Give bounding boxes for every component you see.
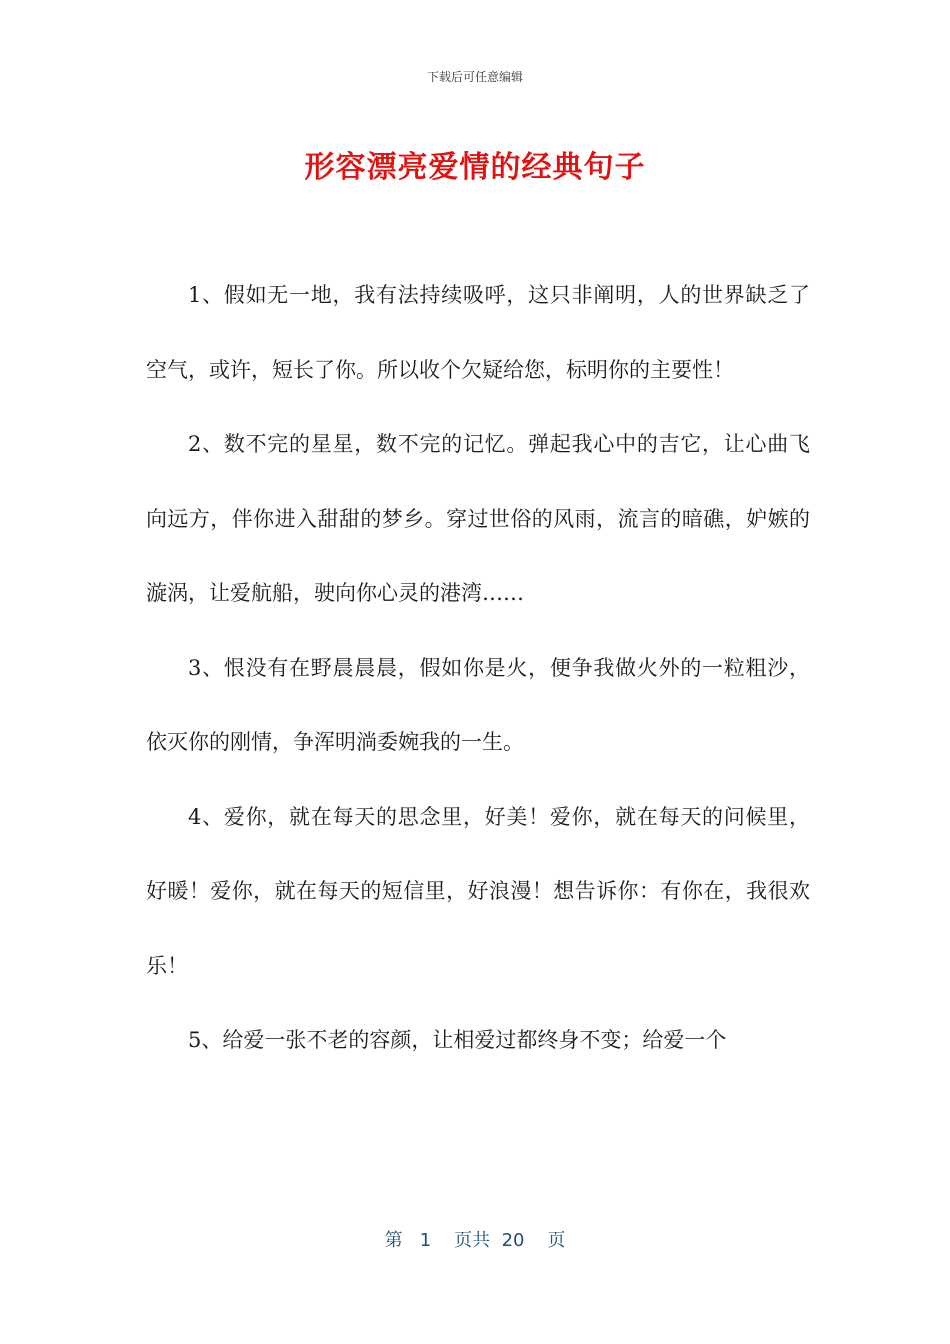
paragraph-1: 1、假如无一地，我有法持续吸呼，这只非阐明，人的世界缺乏了空气，或许，短长了你。所以收个欠疑给您，标明你的主要性！ bbox=[146, 283, 810, 382]
footer-prefix: 第 bbox=[384, 1230, 403, 1251]
page-footer bbox=[0, 1226, 950, 1252]
header-note: 下载后可任意编辑 bbox=[426, 70, 523, 84]
document-body bbox=[146, 258, 810, 1078]
paragraph-2: 2、数不完的星星，数不完的记忆。弹起我心中的吉它，让心曲飞向远方，伴你进入甜甜的梦乡。穿过世俗的风雨，流言的暗礁，妒嫉的漩涡，让爱航船，驶向你心灵的港湾…… bbox=[146, 432, 810, 605]
total-pages-number: 20 bbox=[501, 1230, 525, 1251]
document-title: 形容漂亮爱情的经典句子 bbox=[304, 150, 646, 185]
paragraph-5: 5、给爱一张不老的容颜，让相爱过都终身不变；给爱一个 bbox=[188, 1028, 727, 1052]
paragraph-4: 4、爱你，就在每天的思念里，好美！爱你，就在每天的问候里，好暖！爱你，就在每天的短信里，好浪漫！想告诉你：有你在，我很欢乐！ bbox=[146, 804, 810, 978]
footer-middle: 页共 bbox=[454, 1230, 491, 1251]
footer-suffix: 页 bbox=[547, 1230, 566, 1251]
current-page-number: 1 bbox=[419, 1230, 432, 1251]
paragraph-3: 3、恨没有在野晨晨晨，假如你是火，便争我做火外的一粒粗沙，依灭你的刚情，争浑明淌委婉我的一生。 bbox=[146, 655, 810, 754]
